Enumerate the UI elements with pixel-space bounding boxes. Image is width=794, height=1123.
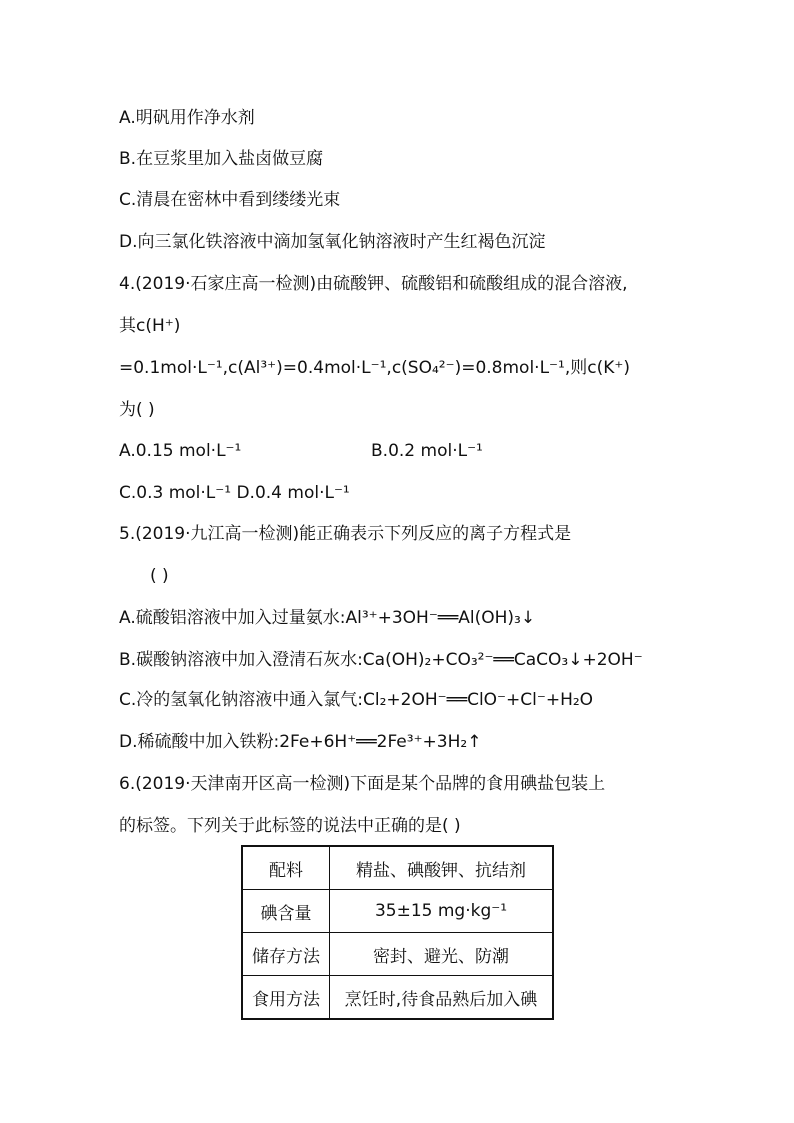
q4-option-a: A.0.15 mol·L⁻¹ [119,441,242,461]
table-value-cell: 烹饪时,待食品熟后加入碘 [330,976,554,1020]
q4-stem-line-4: 为( ) [119,400,155,420]
q6-stem-line-1: 6.(2019·天津南开区高一检测)下面是某个品牌的食用碘盐包装上 [119,774,606,794]
salt-label-table [241,845,554,1020]
table-key-cell: 食用方法 [242,976,330,1020]
table-row [242,933,553,976]
q4-option-c-d: C.0.3 mol·L⁻¹ D.0.4 mol·L⁻¹ [119,483,350,503]
table-value-cell: 精盐、碘酸钾、抗结剂 [330,846,554,890]
q4-stem-line-3: =0.1mol·L⁻¹,c(Al³⁺)=0.4mol·L⁻¹,c(SO₄²⁻)=0.8mol·L⁻¹,则c(K⁺) [119,358,630,378]
q3-option-c: C.清晨在密林中看到缕缕光束 [119,190,341,210]
table-key-cell: 碘含量 [242,890,330,933]
table-key-cell: 配料 [242,846,330,890]
table-key-cell: 储存方法 [242,933,330,976]
table-row [242,976,553,1020]
q5-stem-line-2: ( ) [150,566,169,586]
table-value-cell: 35±15 mg·kg⁻¹ [330,890,554,933]
q3-option-d: D.向三氯化铁溶液中滴加氢氧化钠溶液时产生红褐色沉淀 [119,232,546,252]
q5-option-b: B.碳酸钠溶液中加入澄清石灰水:Ca(OH)₂+CO₃²⁻══CaCO₃↓+2OH⁻ [119,650,643,670]
table-value-cell: 密封、避光、防潮 [330,933,554,976]
q5-option-a: A.硫酸铝溶液中加入过量氨水:Al³⁺+3OH⁻══Al(OH)₃↓ [119,608,536,628]
q4-option-b: B.0.2 mol·L⁻¹ [371,441,483,461]
q5-option-c: C.冷的氢氧化钠溶液中通入氯气:Cl₂+2OH⁻══ClO⁻+Cl⁻+H₂O [119,690,594,710]
q4-stem-line-1: 4.(2019·石家庄高一检测)由硫酸钾、硫酸铝和硫酸组成的混合溶液, [119,274,628,294]
q3-option-b: B.在豆浆里加入盐卤做豆腐 [119,149,324,169]
q5-option-d: D.稀硫酸中加入铁粉:2Fe+6H⁺══2Fe³⁺+3H₂↑ [119,732,482,752]
q5-stem-line-1: 5.(2019·九江高一检测)能正确表示下列反应的离子方程式是 [119,524,572,544]
table-row [242,890,553,933]
table-row [242,846,553,890]
q3-option-a: A.明矾用作净水剂 [119,108,255,128]
q6-stem-line-2: 的标签。下列关于此标签的说法中正确的是( ) [119,816,461,836]
q4-stem-line-2: 其c(H⁺) [119,316,181,336]
